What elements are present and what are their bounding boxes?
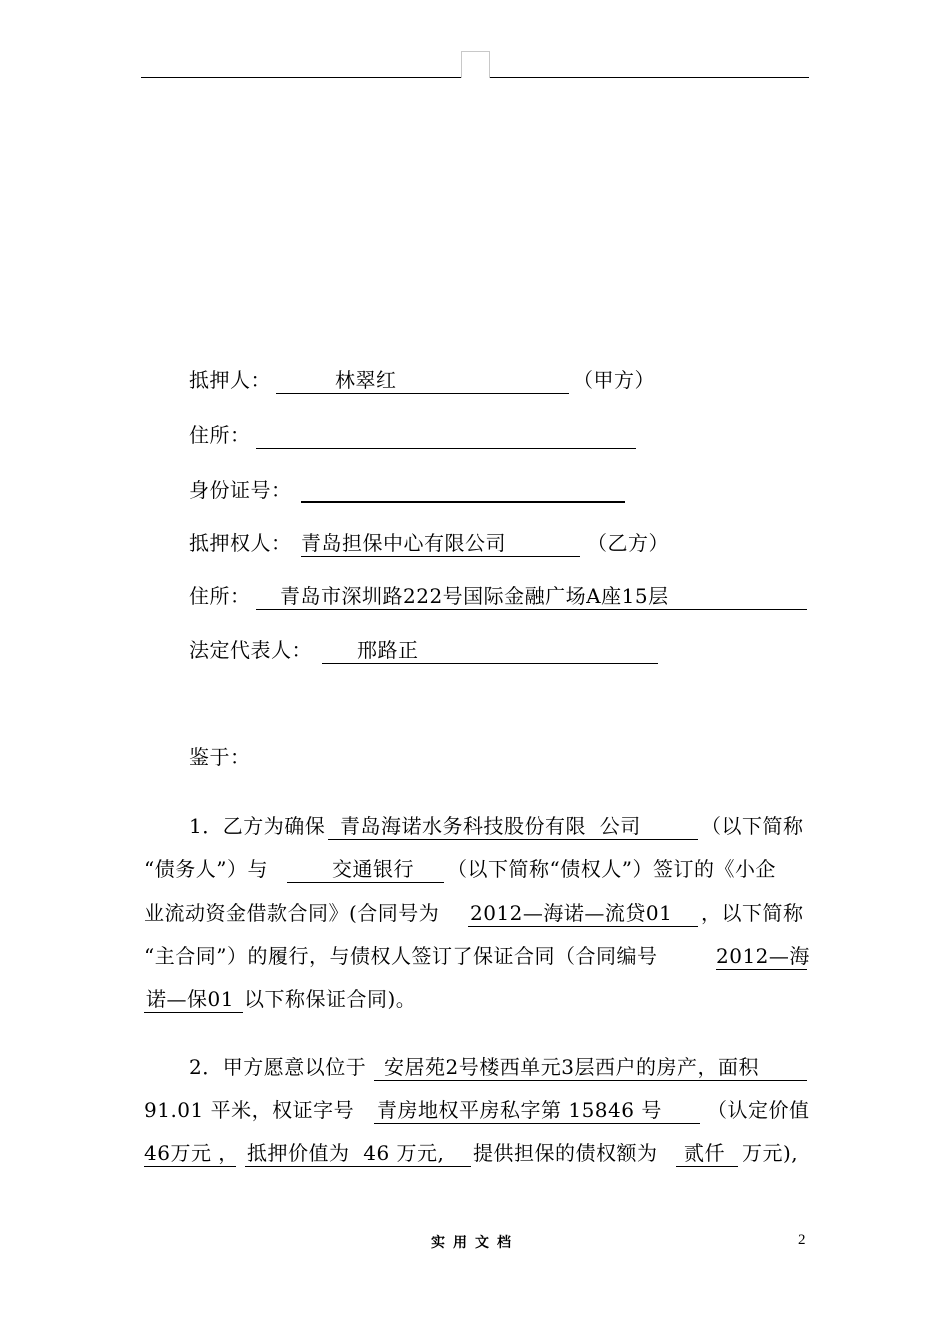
clause1-text: “债务人”）与	[144, 857, 268, 881]
secured-amount: 贰仟	[684, 1141, 725, 1165]
property-location: 安居苑2号楼西单元3层西户的房产，面积	[384, 1055, 759, 1079]
guarantee-contract-underline-cont	[144, 1012, 243, 1013]
mortgagee-role: （乙方）	[587, 531, 669, 555]
debtor-name: 青岛海诺水务科技股份有限 公司	[340, 814, 641, 838]
clause1-text: 业流动资金借款合同》(合同号为	[144, 901, 440, 925]
id-label: 身份证号：	[189, 478, 292, 502]
clause2-text: 2．甲方愿意以位于	[189, 1055, 367, 1079]
mortgagor-underline	[276, 393, 569, 394]
clause1-text: （以下简称“债权人”）签订的《小企	[447, 857, 776, 881]
title-underline	[374, 1123, 700, 1124]
mortgagor-label: 抵押人：	[189, 368, 271, 392]
creditor-name: 交通银行	[332, 857, 414, 881]
mortgagor-role: （甲方）	[573, 368, 655, 392]
secured-underline	[676, 1166, 738, 1167]
title-certificate: 青房地权平房私字第 15846 号	[377, 1098, 662, 1122]
footer-label: 实用文档	[431, 1235, 519, 1251]
loan-contract-underline	[468, 926, 698, 927]
address1-label: 住所：	[189, 423, 251, 447]
appraised-underline	[144, 1166, 236, 1167]
clause2-text: 万元),	[742, 1141, 799, 1165]
clause1-text: ，以下简称	[701, 901, 804, 925]
guarantee-contract-underline	[716, 969, 807, 970]
rep-value: 邢路正	[357, 638, 419, 662]
address2-label: 住所：	[189, 584, 251, 608]
clause1-text: （以下简称	[701, 814, 804, 838]
mortgagee-label: 抵押权人：	[189, 531, 292, 555]
clause2-text: （认定价值	[707, 1098, 810, 1122]
appraised-value: 46万元 ，	[144, 1141, 239, 1165]
address2-underline	[256, 609, 807, 610]
rep-label: 法定代表人：	[189, 638, 312, 662]
property-underline	[374, 1080, 807, 1081]
clause1-text: 以下称保证合同)。	[244, 987, 417, 1011]
rep-underline	[322, 663, 658, 664]
header-box	[461, 51, 490, 78]
clause1-text: “主合同”）的履行，与债权人签订了保证合同（合同编号	[144, 944, 658, 968]
whereas-heading: 鉴于：	[189, 745, 251, 769]
mortgagee-value: 青岛担保中心有限公司	[301, 531, 506, 555]
guarantee-contract-number-cont: 诺—保01	[146, 987, 234, 1011]
clause2-text: 提供担保的债权额为	[473, 1141, 658, 1165]
creditor-underline	[287, 882, 444, 883]
id-underline	[301, 501, 625, 503]
address2-value: 青岛市深圳路222号国际金融广场A座15层	[280, 584, 669, 608]
loan-contract-number: 2012—海诺—流贷01	[470, 901, 673, 925]
clause2-text: 91.01 平米，权证字号	[144, 1098, 355, 1122]
mortgage-underline	[245, 1166, 471, 1167]
mortgagor-value: 林翠红	[335, 368, 397, 392]
clause1-text: 1．乙方为确保	[189, 814, 326, 838]
mortgagee-underline	[301, 556, 580, 557]
debtor-underline	[328, 839, 698, 840]
guarantee-contract-number: 2012—海	[716, 944, 810, 968]
address1-underline	[256, 448, 636, 449]
page-number: 2	[798, 1232, 806, 1248]
mortgage-value: 抵押价值为 46 万元,	[247, 1141, 445, 1165]
